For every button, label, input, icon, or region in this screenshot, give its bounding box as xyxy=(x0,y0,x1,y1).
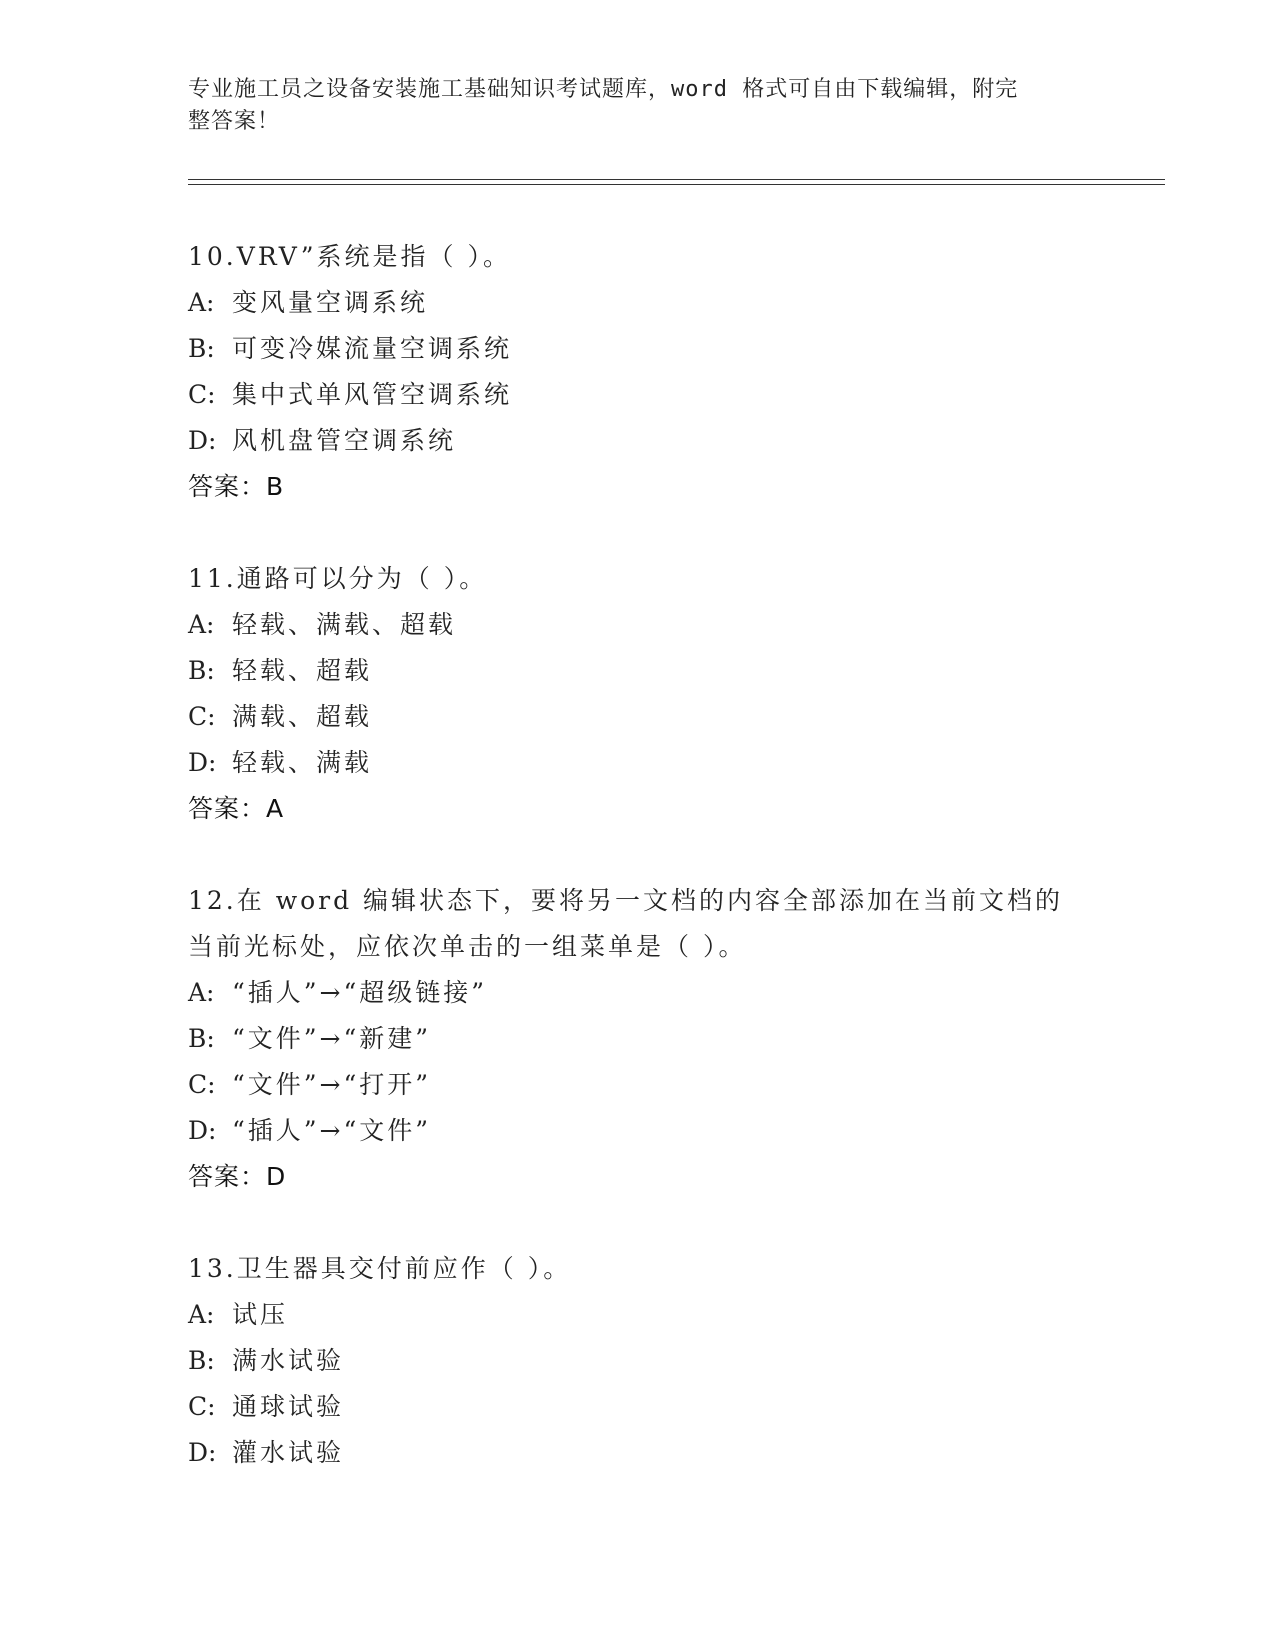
answer-label: 答案：B xyxy=(188,472,285,501)
question-list xyxy=(188,234,1088,1522)
header-divider-top xyxy=(188,179,1165,180)
option-c xyxy=(188,372,1088,418)
option-b xyxy=(188,1016,1088,1062)
question-12 xyxy=(188,878,1088,1200)
option-letter: C: xyxy=(188,380,216,409)
question-title: 13.卫生器具交付前应作（ ）。 xyxy=(188,1254,572,1283)
option-letter: C: xyxy=(188,1070,216,1099)
answer-label: 答案：A xyxy=(188,794,285,823)
option-text: 试压 xyxy=(232,1300,289,1329)
document-header xyxy=(188,74,1068,138)
answer-label: 答案：D xyxy=(188,1162,287,1191)
option-text: 轻载、超载 xyxy=(232,656,373,685)
question-title-line-1: 12.在 word 编辑状态下，要将另一文档的内容全部添加在当前文档的 xyxy=(188,886,1064,915)
option-text: 轻载、满载 xyxy=(232,748,373,777)
option-letter: B: xyxy=(188,1346,215,1375)
option-letter: D: xyxy=(188,1116,217,1145)
option-text: 满水试验 xyxy=(232,1346,345,1375)
question-11 xyxy=(188,556,1088,832)
option-text: 通球试验 xyxy=(232,1392,345,1421)
option-letter: A: xyxy=(188,610,215,639)
option-d xyxy=(188,1108,1088,1154)
question-10 xyxy=(188,234,1088,510)
question-title: 10.VRV”系统是指（ ）。 xyxy=(188,242,511,271)
option-d xyxy=(188,418,1088,464)
option-text: “插人”→“超级链接” xyxy=(232,978,488,1007)
option-letter: B: xyxy=(188,334,215,363)
option-letter: D: xyxy=(188,748,217,777)
option-text: “文件”→“打开” xyxy=(232,1070,432,1099)
option-letter: C: xyxy=(188,702,216,731)
option-text: “插人”→“文件” xyxy=(232,1116,432,1145)
option-a xyxy=(188,280,1088,326)
option-letter: C: xyxy=(188,1392,216,1421)
option-d xyxy=(188,1430,1088,1476)
header-intro-line-1: 专业施工员之设备安装施工基础知识考试题库，word 格式可自由下载编辑，附完 xyxy=(188,77,1019,102)
option-c xyxy=(188,694,1088,740)
header-intro-line-2: 整答案！ xyxy=(188,109,281,134)
option-text: 满载、超载 xyxy=(232,702,373,731)
option-text: 灌水试验 xyxy=(232,1438,345,1467)
option-letter: D: xyxy=(188,426,217,455)
option-letter: A: xyxy=(188,288,215,317)
option-text: “文件”→“新建” xyxy=(232,1024,432,1053)
option-a xyxy=(188,970,1088,1016)
option-b xyxy=(188,1338,1088,1384)
option-c xyxy=(188,1062,1088,1108)
question-title: 11.通路可以分为（ ）。 xyxy=(188,564,488,593)
option-letter: D: xyxy=(188,1438,217,1467)
option-letter: B: xyxy=(188,1024,215,1053)
option-letter: A: xyxy=(188,978,215,1007)
option-text: 轻载、满载、超载 xyxy=(232,610,457,639)
header-divider-bottom xyxy=(188,184,1165,185)
option-text: 可变冷媒流量空调系统 xyxy=(232,334,513,363)
question-13 xyxy=(188,1246,1088,1476)
option-letter: B: xyxy=(188,656,215,685)
option-b xyxy=(188,648,1088,694)
option-b xyxy=(188,326,1088,372)
option-d xyxy=(188,740,1088,786)
option-text: 集中式单风管空调系统 xyxy=(232,380,513,409)
option-c xyxy=(188,1384,1088,1430)
option-text: 变风量空调系统 xyxy=(232,288,429,317)
question-title-line-2: 当前光标处，应依次单击的一组菜单是（ ）。 xyxy=(188,932,747,961)
option-a xyxy=(188,1292,1088,1338)
option-text: 风机盘管空调系统 xyxy=(232,426,457,455)
option-letter: A: xyxy=(188,1300,215,1329)
option-a xyxy=(188,602,1088,648)
